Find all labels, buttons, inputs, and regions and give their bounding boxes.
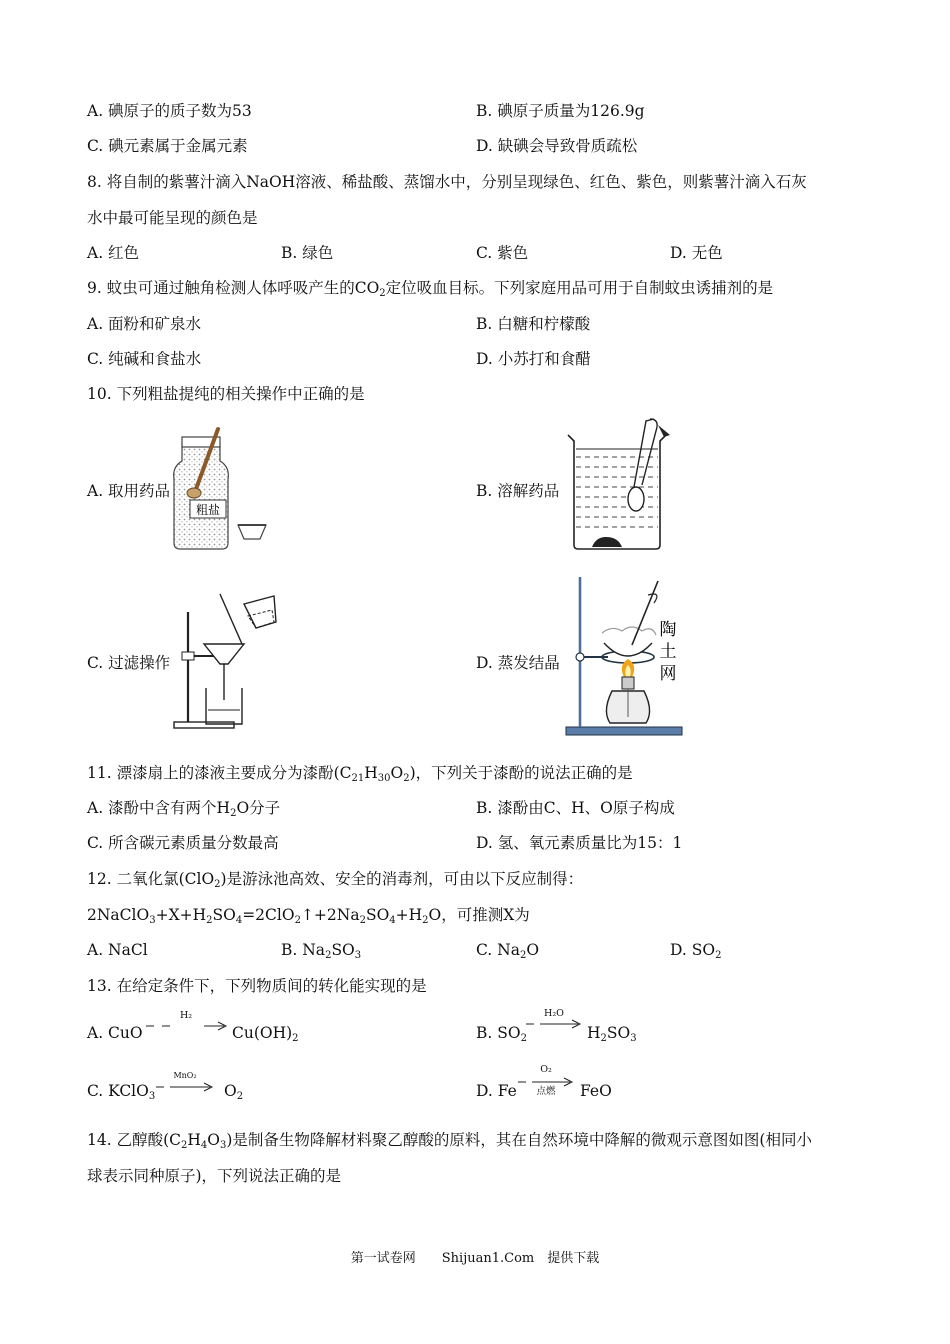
q10-option-c: C. 过滤操作 xyxy=(87,654,171,672)
q13-option-b-left: B. $SO_2$ xyxy=(476,1024,527,1044)
q7-option-b: B. 碘原子质量为126.9g xyxy=(476,102,645,120)
q12-option-d: D. $SO_2$ xyxy=(670,941,722,961)
q8-option-c: C. 紫色 xyxy=(476,244,529,262)
q10-option-b: B. 溶解药品 xyxy=(476,482,560,500)
q9-option-b: B. 白糖和柠檬酸 xyxy=(476,315,591,333)
label-gauze-3: 网 xyxy=(659,664,677,683)
q13-stem: 13. 在给定条件下，下列物质间的转化能实现的是 xyxy=(87,977,427,995)
q13-option-d-arrow xyxy=(516,1066,576,1100)
q8-option-d: D. 无色 xyxy=(670,244,723,262)
q13-d-condition-top: O₂ xyxy=(540,1064,552,1075)
q13-c-condition: MnO₂ xyxy=(173,1071,197,1080)
q9-option-d: D. 小苏打和食醋 xyxy=(476,350,591,368)
q8-stem-line1: 8. 将自制的紫薯汁滴入NaOH溶液、稀盐酸、蒸馏水中，分别呈现绿色、红色、紫色，则紫薯汁滴入石灰 xyxy=(87,173,807,191)
q11-option-d: D. 氢、氧元素质量比为15：1 xyxy=(476,834,683,852)
q7-option-a: A. 碘原子的质子数为53 xyxy=(87,102,252,120)
q9-option-a: A. 面粉和矿泉水 xyxy=(87,315,202,333)
label-gauze-2: 土 xyxy=(659,642,677,661)
figure-filtration xyxy=(172,582,280,732)
q12-equation: $2NaClO_3+X+H_2SO_4=2ClO_2↑+2Na_2SO_4+H_2O$，可推测X为 xyxy=(87,906,530,926)
q9-stem: 9. 蚊虫可通过触角检测人体呼吸产生的$CO_2$定位吸血目标。下列家庭用品可用于自制蚊虫诱捕剂的是 xyxy=(87,279,774,299)
q7-option-d: D. 缺碘会导致骨质疏松 xyxy=(476,137,638,155)
q8-option-b: B. 绿色 xyxy=(281,244,334,262)
q13-option-a-left: A. CuO xyxy=(87,1024,143,1042)
q14-stem-line1: 14. 乙醇酸$(C_2H_4O_3)$是制备生物降解材料聚乙醇酸的原料，其在自然环境中降解的微观示意图如图(相同小 xyxy=(87,1131,812,1151)
q13-option-a-right: $Cu(OH)_2$ xyxy=(232,1024,299,1044)
q12-option-a: A. NaCl xyxy=(87,941,148,959)
q13-option-a-arrow xyxy=(144,1012,228,1034)
q13-option-d-left: D. Fe xyxy=(476,1082,517,1100)
q11-option-c: C. 所含碳元素质量分数最高 xyxy=(87,834,279,852)
q13-d-condition-bottom: 点燃 xyxy=(536,1086,556,1097)
q13-a-condition: H₂ xyxy=(179,1010,193,1021)
q13-option-b-arrow xyxy=(524,1010,584,1032)
q11-option-a: A. 漆酚中含有两个$H_2O$分子 xyxy=(87,799,281,819)
q11-stem: 11. 漂漆扇上的漆液主要成分为漆酚$(C_{21}H_{30}O_2)$，下列关于漆酚的说法正确的是 xyxy=(87,764,633,784)
q13-option-d-right: FeO xyxy=(580,1082,612,1100)
q13-option-c-left: C. KClO$_3$ xyxy=(87,1082,156,1102)
q10-stem: 10. 下列粗盐提纯的相关操作中正确的是 xyxy=(87,385,365,403)
q12-option-c: C. $Na_2O$ xyxy=(476,941,540,961)
label-salt: 粗盐 xyxy=(195,503,221,517)
figure-take-reagent xyxy=(168,423,273,553)
q13-b-condition: H₂O xyxy=(544,1008,564,1019)
q13-option-b-right: $H_2SO_3$ xyxy=(587,1024,637,1044)
page-footer: 第一试卷网 Shijuan1.Com 提供下载 xyxy=(350,1251,600,1266)
q13-option-c-right: $O_2$ xyxy=(224,1082,244,1102)
q14-stem-line2: 球表示同种原子)，下列说法正确的是 xyxy=(87,1167,342,1185)
q8-stem-line2: 水中最可能呈现的颜色是 xyxy=(87,209,258,227)
q8-option-a: A. 红色 xyxy=(87,244,140,262)
q11-option-b: B. 漆酚由C、H、O原子构成 xyxy=(476,799,675,817)
q10-option-d: D. 蒸发结晶 xyxy=(476,654,560,672)
q12-option-b: B. $Na_2SO_3$ xyxy=(281,941,362,961)
q12-stem: 12. 二氧化氯(ClO$_2$)是游泳池高效、安全的消毒剂，可由以下反应制得： xyxy=(87,870,584,890)
q9-option-c: C. 纯碱和食盐水 xyxy=(87,350,202,368)
q7-option-c: C. 碘元素属于金属元素 xyxy=(87,137,248,155)
q13-option-c-arrow xyxy=(154,1073,216,1095)
figure-evaporation xyxy=(562,573,692,741)
label-gauze-1: 陶 xyxy=(659,620,677,639)
figure-dissolve xyxy=(562,415,677,555)
q10-option-a: A. 取用药品 xyxy=(87,482,171,500)
